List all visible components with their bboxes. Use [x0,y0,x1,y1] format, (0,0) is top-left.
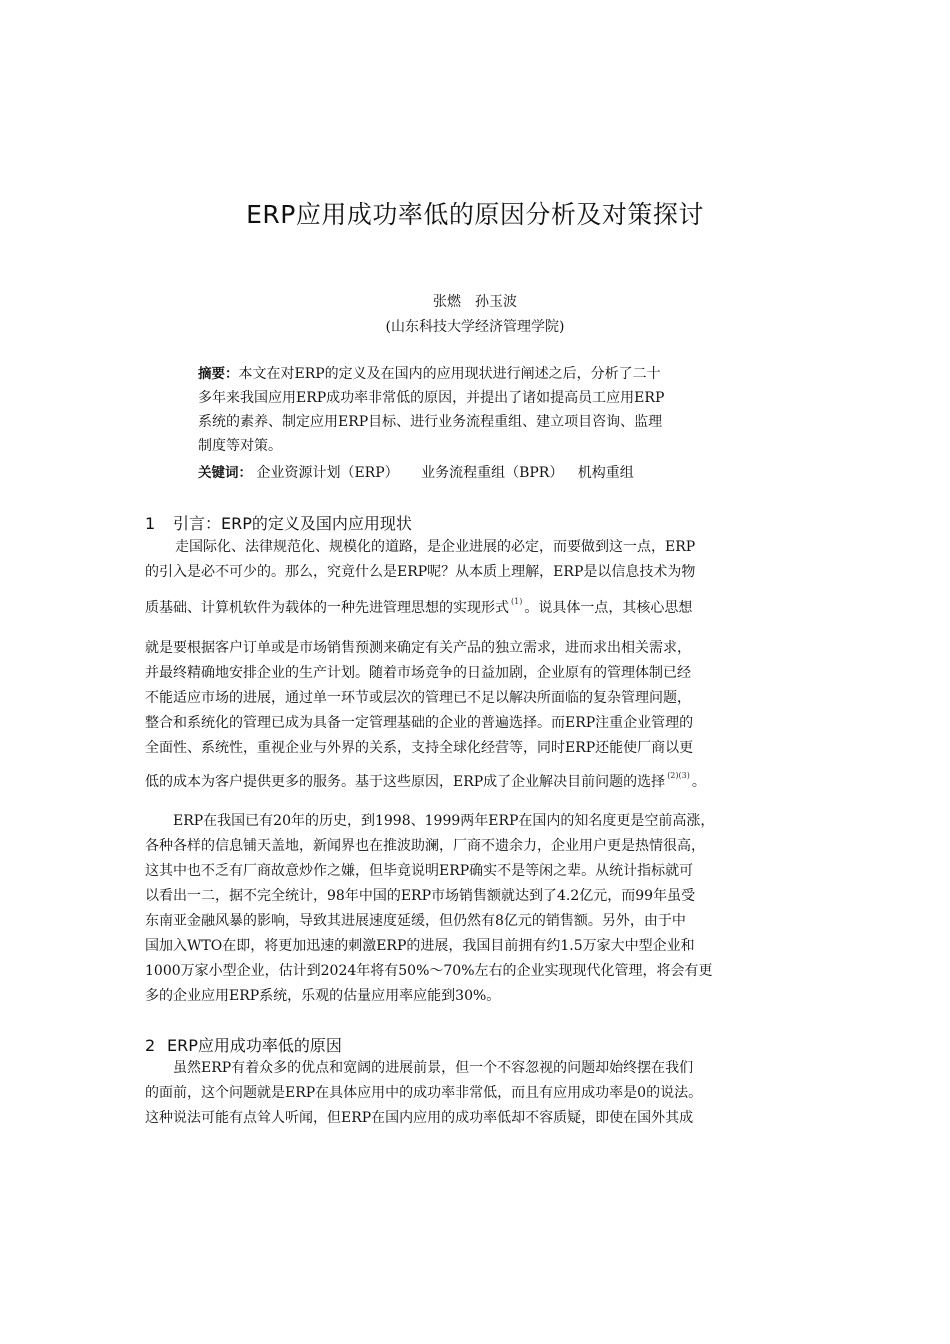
line-text: 低的成本为客户提供更多的服务。基于这些原因，ERP成了企业解决目前问题的选择 [145,774,666,790]
section-title: 引言：ERP的定义及国内应用现状 [173,514,412,533]
section1-paragraph-2 [145,636,810,795]
paragraph-line: 以看出一二，据不完全统计，98年中国的ERP市场销售额就达到了4.2亿元，而99年虽受 [145,888,696,904]
citation: (2)(3) [667,771,690,780]
authors: 张燃 孙玉波 [433,294,517,310]
paragraph-line: 全面性、系统性，重视企业与外界的关系，支持全球化经营等，同时ERP还能使厂商以更 [145,740,694,756]
citation: (1) [511,597,523,606]
paragraph-line [145,763,810,795]
section-number: 2 [145,1036,156,1055]
keyword: 业务流程重组（BPR） [421,465,564,481]
paragraph-line: 1000万家小型企业，估计到2024年将有50%～70%左右的企业实现现代化管理，将会有更 [145,963,713,979]
section2-paragraph-1 [145,1056,810,1131]
section-heading-1 [145,511,412,534]
paragraph-line [145,589,810,621]
abstract-line-1 [198,362,754,386]
paragraph-line: 就是要根据客户订单或是市场销售预测来确定有关产品的独立需求，进而求出相关需求， [145,640,691,656]
paragraph-line: 的引入是必不可少的。那么，究竟什么是ERP呢？从本质上理解，ERP是以信息技术为物 [145,564,696,580]
section1-paragraph-1 [145,535,810,621]
paragraph-line: 这种说法可能有点耸人听闻，但ERP在国内应用的成功率低却不容质疑，即使在国外其成 [145,1110,694,1126]
paragraph-line: 并最终精确地安排企业的生产计划。随着市场竞争的日益加剧，企业原有的管理体制已经 [145,665,691,681]
paragraph-line: 国加入WTO在即，将更加迅速的刺激ERP的进展，我国目前拥有约1.5万家大中型企业和 [145,938,695,954]
abstract-line-3: 系统的素养、制定应用ERP目标、进行业务流程重组、建立项目咨询、监理 [198,414,663,430]
keyword: 机构重组 [577,465,634,481]
abstract-text: 本文在对ERP的定义及在国内的应用现状进行阐述之后，分析了二十 [238,366,661,382]
paper-title: ERP应用成功率低的原因分析及对策探讨 [246,200,704,229]
paragraph-line: ERP在我国已有20年的历史，到1998、1999两年ERP在国内的知名度更是空前高涨， [145,813,715,829]
abstract-block [198,362,754,458]
paragraph-line: 这其中也不乏有厂商故意炒作之嫌，但毕竟说明ERP确实不是等闲之辈。从统计指标就可 [145,863,694,879]
abstract-line-4: 制度等对策。 [198,438,282,454]
paragraph-line: 虽然ERP有着众多的优点和宽阔的进展前景，但一个不容忽视的问题却始终摆在我们 [145,1060,694,1076]
line-text: 。 [691,774,706,790]
paragraph-line: 不能适应市场的进展，通过单一环节或层次的管理已不足以解决所面临的复杂管理问题， [145,690,691,706]
keyword: 企业资源计划（ERP） [256,465,399,481]
paragraph-line: 的面前，这个问题就是ERP在具体应用中的成功率非常低，而且有应用成功率是0的说法。 [145,1085,703,1101]
paragraph-line: 走国际化、法律规范化、规模化的道路，是企业进展的必定，而要做到这一点，ERP [175,539,696,555]
paragraph-line: 多的企业应用ERP系统，乐观的估量应用率应能到30%。 [145,988,501,1004]
paragraph-line: 东南亚金融风暴的影响，导致其进展速度延缓，但仍然有8亿元的销售额。另外，由于中 [145,913,686,929]
section-number: 1 [145,514,156,533]
line-text: 质基础、计算机软件为载体的一种先进管理思想的实现形式 [145,600,509,616]
keywords-block [198,461,644,485]
section-heading-2 [145,1033,342,1056]
section-title: ERP应用成功率低的原因 [167,1036,342,1055]
line-text: 。说具体一点，其核心思想 [524,600,693,616]
section1-paragraph-3 [145,809,810,1009]
paragraph-line: 各种各样的信息铺天盖地，新闻界也在推波助澜，厂商不遗余力，企业用户更是热情很高， [145,838,705,854]
affiliation: (山东科技大学经济管理学院) [385,319,565,335]
abstract-label: 摘要： [198,366,239,382]
keywords-label: 关键词： [198,465,252,481]
paragraph-line: 整合和系统化的管理已成为具备一定管理基础的企业的普遍选择。而ERP注重企业管理的 [145,715,694,731]
abstract-line-2: 多年来我国应用ERP成功率非常低的原因，并提出了诸如提高员工应用ERP [198,390,665,406]
